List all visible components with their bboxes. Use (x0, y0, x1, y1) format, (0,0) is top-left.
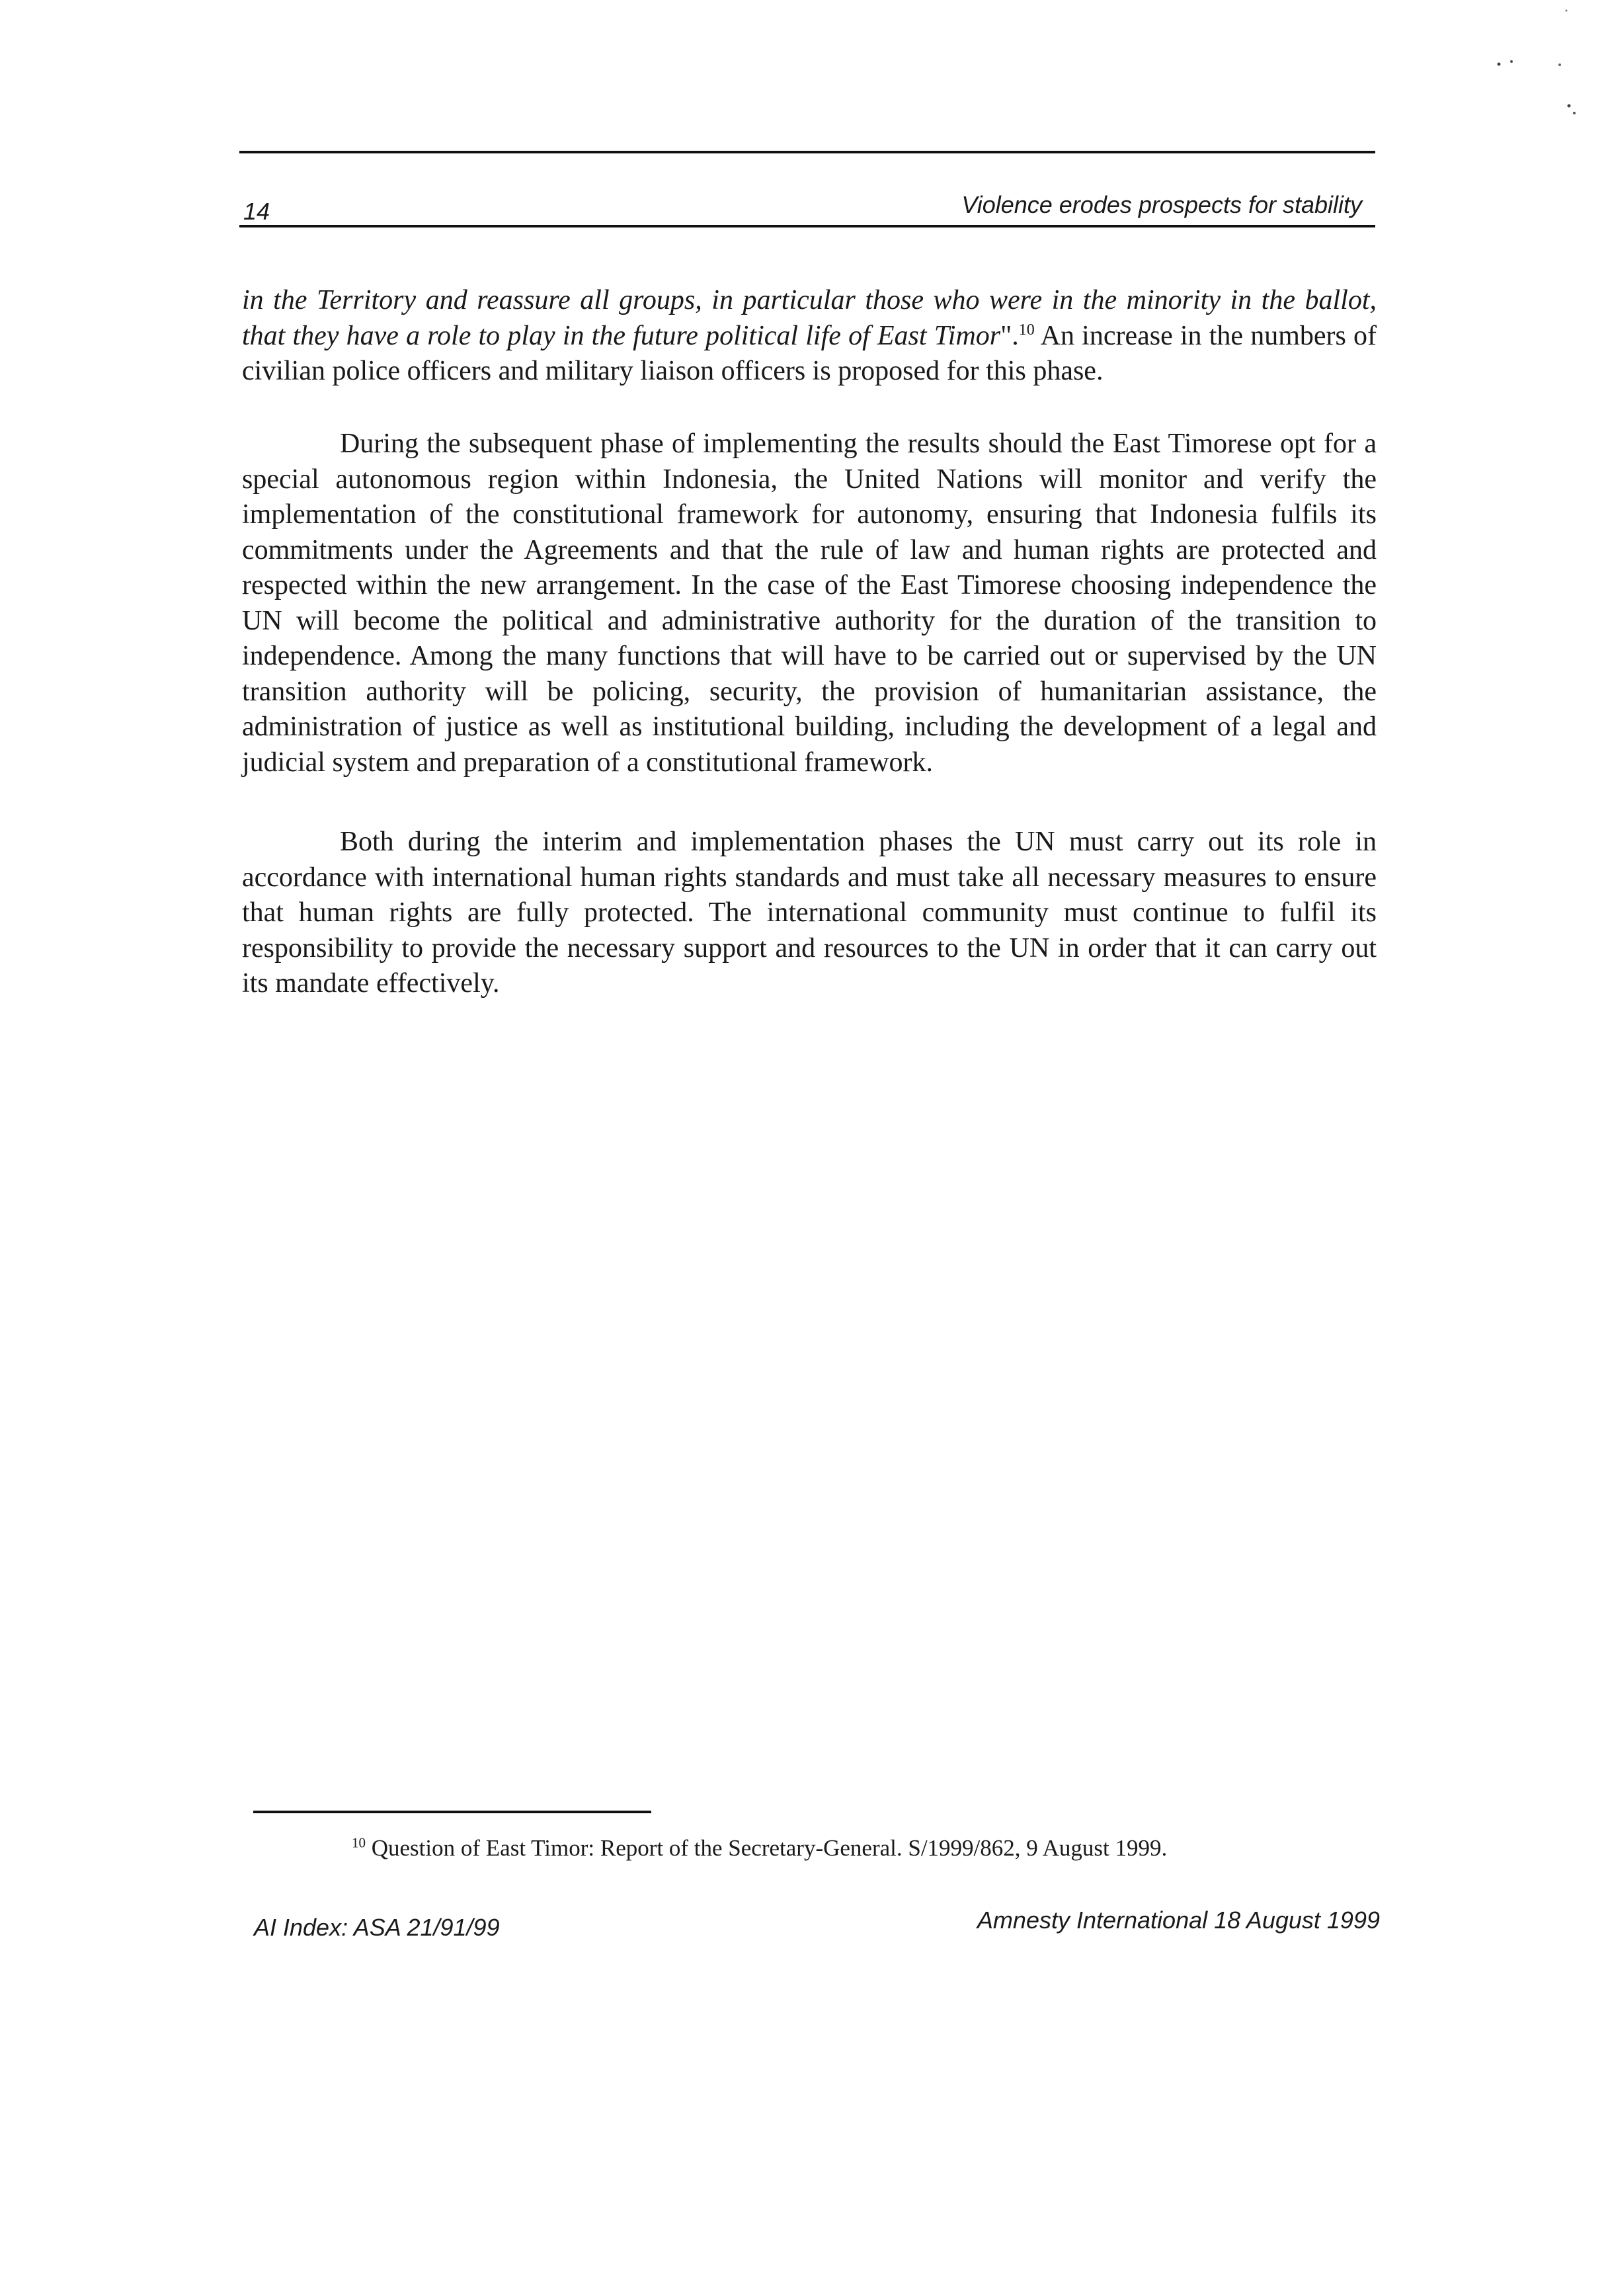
ai-index: AI Index: ASA 21/91/99 (254, 1914, 500, 1941)
quoted-passage: in the Territory and reassure all groups, in particular those who were in the minority in the ballot, that they have a role to play in the future political life of East Timor (242, 285, 1377, 351)
paragraph-3: Both during the interim and implementation phases the UN must carry out its role in accordance with international human rights standards and must take all necessary measures to ensure that human rights are fully protected. The international community must continue to fulfil its responsibility to provide the necessary support and resources to the UN in order that it can carry out its mandate effectively. (242, 827, 1377, 999)
footnote-reference: 10 (1018, 321, 1035, 339)
paragraph-2: During the subsequent phase of implementing the results should the East Timorese opt for a special autonomous region within Indonesia, the United Nations will monitor and verify the implementation of the constitutional framework for autonomy, ensuring that Indonesia fulfils its commitments under the Agreements and that the rule of law and human rights are protected and respected within the new arrangement. In the case of the East Timorese choosing independence the UN will become the political and administrative authority for the duration of the transition to independence. Among the many functions that will have to be carried out or supervised by the UN transition authority will be policing, security, the provision of humanitarian assistance, the administration of justice as well as institutional building, including the development of a legal and judicial system and preparation of a constitutional framework. (242, 429, 1377, 778)
running-title: Violence erodes prospects for stability (961, 191, 1362, 218)
footnote-text: Question of East Timor: Report of the Secretary-General. S/1999/862, 9 August 1999. (366, 1835, 1168, 1861)
footnote-number: 10 (352, 1834, 366, 1851)
closing-quote: ". (1000, 320, 1019, 351)
page-number: 14 (243, 198, 270, 225)
source-date: Amnesty International 18 August 1999 (977, 1906, 1380, 1934)
paragraph-1-rest: An increase in the numbers of civilian police officers and military liaison officers is proposed for this phase. (242, 320, 1377, 386)
